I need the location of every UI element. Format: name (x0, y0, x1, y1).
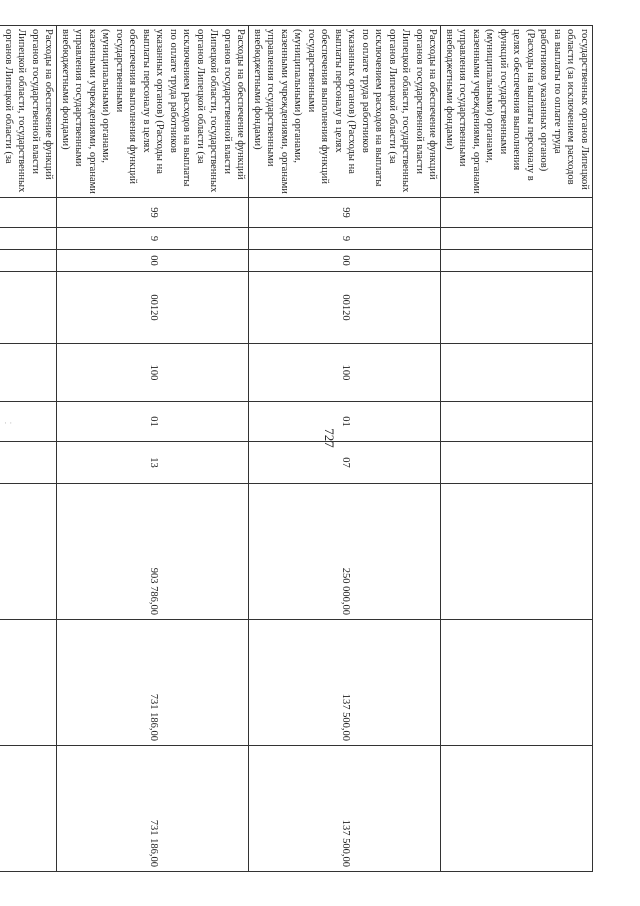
amount-year-2 (0, 620, 57, 746)
rotated-table-wrapper (3, 25, 593, 871)
table-row (0, 26, 57, 872)
program-code: 99 (249, 198, 441, 228)
main-activity-code (0, 250, 57, 272)
scan-speck: · · (4, 418, 13, 428)
subprogram-code: 9 (249, 228, 441, 250)
amount-year-1 (441, 484, 593, 620)
program-code: 99 (57, 198, 249, 228)
amount-year-2 (441, 620, 593, 746)
amount-year-3 (441, 746, 593, 872)
amount-year-3: 137 500,00 (249, 746, 441, 872)
amount-year-1: 903 786,00 (57, 484, 249, 620)
subsection-code (0, 442, 57, 484)
row-description: Расходы на обеспечение функций органов государственной власти Липецкой области, государственных органов Липецкой области (за исключением расходов на выплаты по оплате труда работников указанных органов) (Расходы на выплаты персоналу в целях обеспечения выполнения функций государственными (муниципальными) органами, казенными учреждениями, органами управления государственными внебюджетными фондами) (57, 26, 249, 198)
direction-code (441, 272, 593, 344)
section-code (0, 402, 57, 442)
section-code: 01 (57, 402, 249, 442)
direction-code: 00120 (57, 272, 249, 344)
subprogram-code (441, 228, 593, 250)
expense-type-code (0, 344, 57, 402)
section-code (441, 402, 593, 442)
budget-table (0, 25, 593, 872)
amount-year-3: 731 186,00 (57, 746, 249, 872)
program-code (0, 198, 57, 228)
amount-year-2: 731 186,00 (57, 620, 249, 746)
row-description: государственных органов Липецкой области (за исключением расходов на выплаты по оплате труда работников указанных органов) (Расходы на выплаты персоналу в целях обеспечения выполнения функций государственными (муниципальными) органами, казенными учреждениями, органами управления государственными внебюджетными фондами) (441, 26, 593, 198)
subsection-code (441, 442, 593, 484)
subsection-code: 07 (249, 442, 441, 484)
program-code (441, 198, 593, 228)
main-activity-code: 00 (249, 250, 441, 272)
row-description: Расходы на обеспечение функций органов государственной власти Липецкой области, государственных органов Липецкой области (за исключением расходов на выплаты по оплате труда работников указанных органов) (Расходы на выплаты персоналу в целях обеспечения выполнения функций государственными (муниципальными) органами, казенными учреждениями, органами управления государственными внебюджетными фондами) (249, 26, 441, 198)
expense-type-code: 100 (57, 344, 249, 402)
expense-type-code: 100 (249, 344, 441, 402)
direction-code: 00120 (249, 272, 441, 344)
direction-code (0, 272, 57, 344)
row-description: Расходы на обеспечение функций органов государственной власти Липецкой области, государственных органов Липецкой области (за (0, 26, 57, 198)
main-activity-code: 00 (57, 250, 249, 272)
amount-year-1 (0, 484, 57, 620)
subsection-code: 13 (57, 442, 249, 484)
page-number: 727 (322, 428, 337, 448)
main-activity-code (441, 250, 593, 272)
subprogram-code (0, 228, 57, 250)
table-row (441, 26, 593, 872)
subprogram-code: 9 (57, 228, 249, 250)
table-row (57, 26, 249, 872)
amount-year-2: 137 500,00 (249, 620, 441, 746)
amount-year-3 (0, 746, 57, 872)
section-code: 01 (249, 402, 441, 442)
expense-type-code (441, 344, 593, 402)
table-row (249, 26, 441, 872)
amount-year-1: 250 000,00 (249, 484, 441, 620)
